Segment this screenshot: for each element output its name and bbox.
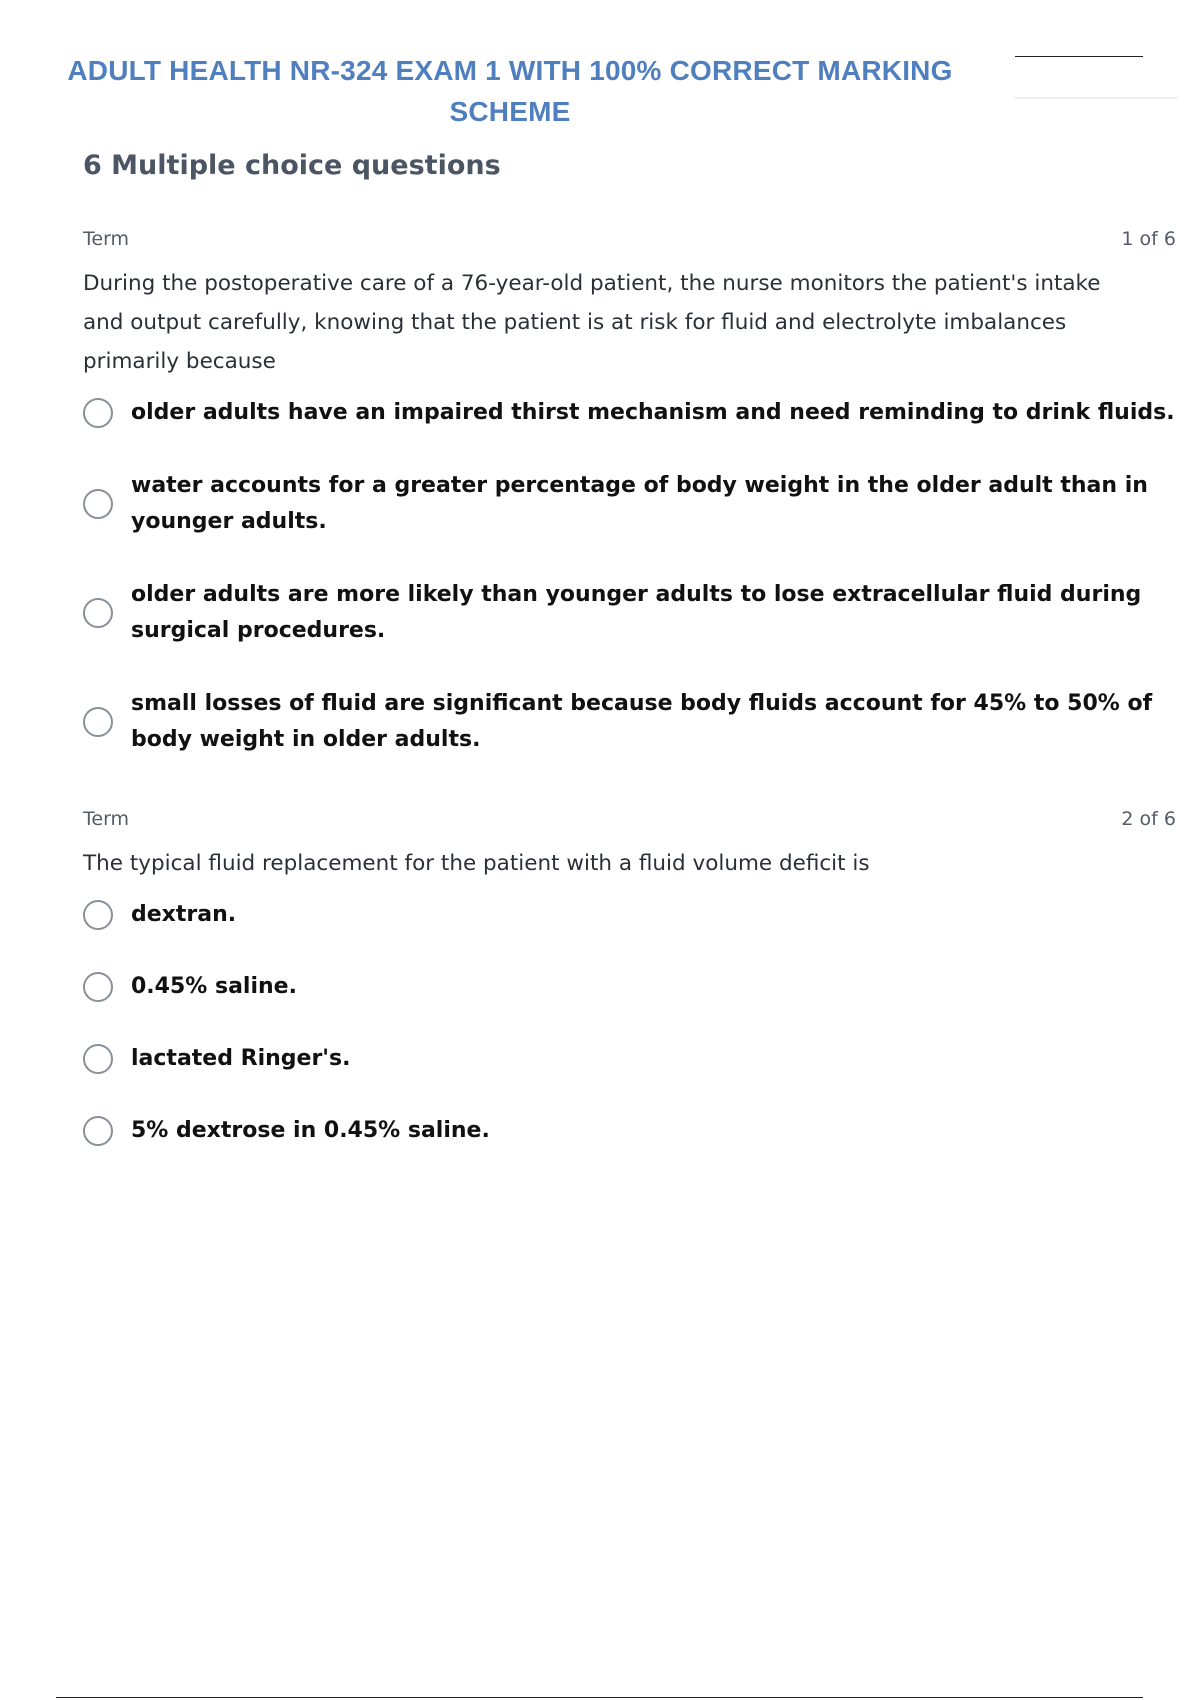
answer-option[interactable]: [83, 468, 1176, 540]
radio-button[interactable]: [83, 1116, 113, 1146]
question-counter: 1 of 6: [1121, 228, 1176, 250]
answer-option[interactable]: [83, 395, 1176, 431]
answer-options: [83, 395, 1176, 758]
answer-options: [83, 897, 1176, 1149]
question-text: During the postoperative care of a 76-year-old patient, the nurse monitors the patient's intake and output carefully, knowing that the patient is at risk for fluid and electrolyte imbalances primarily because: [83, 271, 1101, 374]
question-header: [83, 808, 1176, 834]
question-label: Term: [83, 808, 130, 830]
answer-option-label: small losses of fluid are significant because body fluids account for 45% to 50% of body weight in older adults.: [131, 691, 1153, 752]
question-1: [83, 228, 1176, 795]
document-title: ADULT HEALTH NR-324 EXAM 1 WITH 100% CORRECT MARKING SCHEME: [67, 55, 953, 127]
answer-option[interactable]: [83, 969, 1176, 1005]
answer-option-label: 5% dextrose in 0.45% saline.: [131, 1118, 490, 1143]
answer-option-label: 0.45% saline.: [131, 974, 297, 999]
radio-button[interactable]: [83, 972, 113, 1002]
radio-button[interactable]: [83, 707, 113, 737]
radio-button[interactable]: [83, 1044, 113, 1074]
answer-option[interactable]: [83, 1113, 1176, 1149]
radio-button[interactable]: [83, 598, 113, 628]
question-text: The typical fluid replacement for the patient with a fluid volume deficit is: [83, 851, 870, 876]
answer-option-label: water accounts for a greater percentage of body weight in the older adult than in younger adults.: [131, 473, 1148, 534]
radio-button[interactable]: [83, 900, 113, 930]
radio-button[interactable]: [83, 489, 113, 519]
section-heading: 6 Multiple choice questions: [83, 150, 501, 181]
question-label: Term: [83, 228, 130, 250]
answer-option-label: lactated Ringer's.: [131, 1046, 351, 1071]
question-2: [83, 808, 1176, 1185]
answer-option[interactable]: [83, 577, 1176, 649]
answer-option-label: dextran.: [131, 902, 237, 927]
answer-option-label: older adults have an impaired thirst mechanism and need reminding to drink fluids.: [131, 400, 1175, 425]
answer-option[interactable]: [83, 1041, 1176, 1077]
question-counter: 2 of 6: [1121, 808, 1176, 830]
question-header: [83, 228, 1176, 254]
header-rule: [1015, 56, 1143, 57]
answer-option[interactable]: [83, 686, 1176, 758]
answer-option-label: older adults are more likely than younger adults to lose extracellular fluid during surgical procedures.: [131, 582, 1142, 643]
header-rule-faint: [1015, 97, 1177, 99]
answer-option[interactable]: [83, 897, 1176, 933]
radio-button[interactable]: [83, 398, 113, 428]
footer-rule: [56, 1697, 1143, 1698]
